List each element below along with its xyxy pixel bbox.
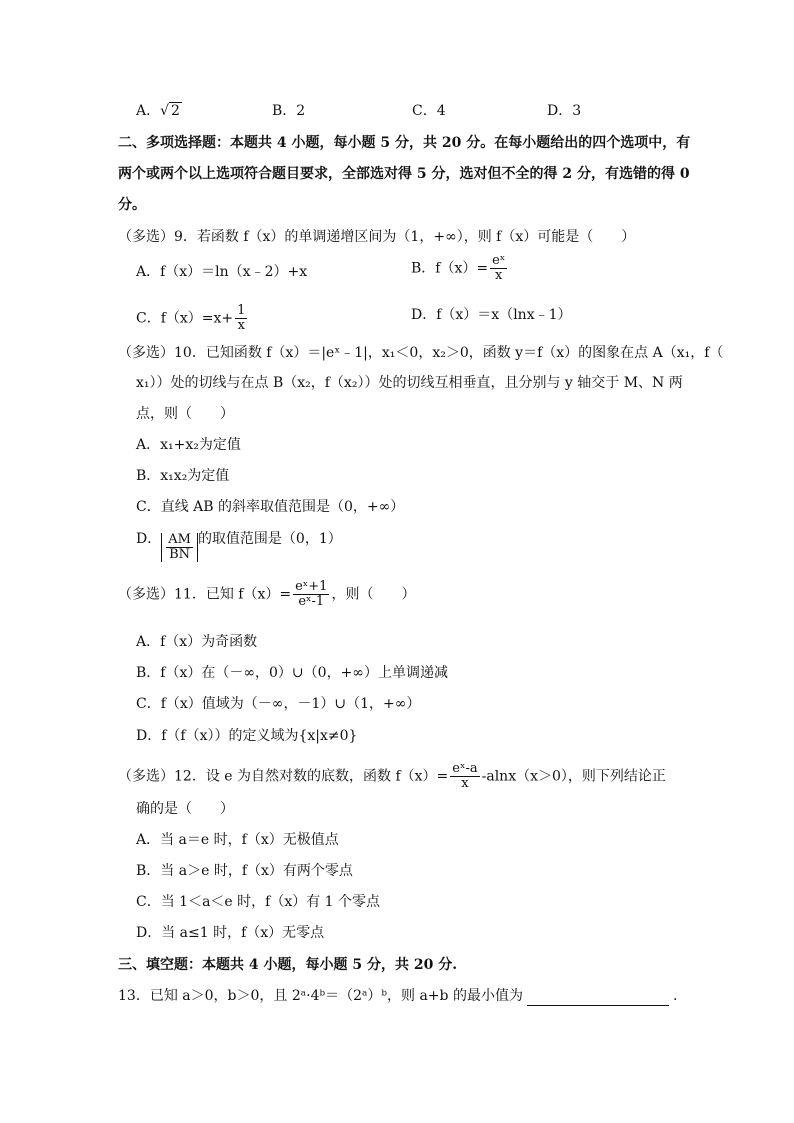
q9-option-c-fraction (235, 304, 247, 333)
q9-c-numerator: 1 (237, 303, 246, 318)
section2-line3: 分。 (118, 197, 146, 213)
q9-option-b-fraction (490, 254, 507, 283)
q11-stem (118, 580, 415, 609)
q13-suffix: . (672, 988, 678, 1004)
q9-c-denominator: x (237, 318, 245, 333)
q11-prefix: （多选）11．已知 f（x）= (118, 586, 292, 603)
q9-b-numerator: eˣ (492, 253, 506, 268)
q12-numerator: eˣ-a (452, 761, 478, 776)
q11-numerator: eˣ+1 (295, 579, 328, 594)
q12-option-b: B．当 a＞e 时，f（x）有两个零点 (136, 863, 353, 879)
q10-stem-line2: x₁））处的切线与在点 B（x₂，f（x₂））处的切线互相垂直，且分别与 y 轴交于 M、N 两 (136, 375, 683, 391)
q8-option-a (136, 101, 182, 121)
q13-stem (118, 986, 677, 1006)
q9-option-a: A．f（x）＝ln（x﹣2）+x (136, 264, 308, 280)
q9-stem: （多选）9．若函数 f（x）的单调递增区间为（1，+∞），则 f（x）可能是（ ） (118, 229, 636, 245)
section2-title: 二、多项选择题：本题共 4 小题，每小题 5 分，共 20 分。在每小题给出的四个选项中，有 (118, 135, 691, 151)
q10-d-fraction (166, 533, 193, 562)
q8-option-c: C．4 (412, 103, 446, 119)
q8-option-b: B．2 (272, 103, 306, 119)
q12-prefix: （多选）12．设 e 为自然对数的底数，函数 f（x）= (118, 768, 449, 785)
q11-option-b: B．f（x）在（－∞，0）∪（0，+∞）上单调递减 (136, 665, 448, 681)
sqrt-symbol: √ (160, 103, 170, 119)
q11-option-c: C．f（x）值域为（－∞，－1）∪（1，+∞） (136, 696, 421, 712)
q12-fraction (450, 762, 479, 791)
q10-option-d-suffix: 的取值范围是（0，1） (197, 531, 342, 547)
q8-option-a-label: A． (136, 103, 161, 119)
q10-d-abs-ratio (161, 533, 198, 562)
q8-option-a-radicand: 2 (171, 103, 180, 119)
q13-prefix: 13．已知 a＞0，b＞0，且 2ᵃ·4ᵇ＝（2ᵃ）ᵇ，则 a+b 的最小值为 (118, 988, 523, 1004)
q12-stem (118, 762, 666, 791)
q10-stem-line1: （多选）10．已知函数 f（x）＝|eˣ﹣1|，x₁＜0，x₂＞0，函数 y＝f（x）的图象在点 A（x₁，f（ (118, 345, 724, 361)
q9-option-b-prefix: B．f（x）= (411, 260, 489, 277)
q11-option-a: A．f（x）为奇函数 (136, 634, 258, 650)
q10-option-d (136, 529, 342, 562)
q11-denominator: eˣ-1 (298, 594, 325, 609)
q12-stem-line2: 确的是（ ） (136, 801, 234, 817)
q10-d-denominator: BN (169, 547, 191, 562)
q10-option-c: C．直线 AB 的斜率取值范围是（0，+∞） (136, 499, 405, 515)
q9-option-c-prefix: C．f（x）=x+ (136, 310, 234, 327)
q10-option-a: A．x₁+x₂为定值 (136, 437, 241, 453)
q10-d-numerator: AM (168, 532, 191, 547)
section3-title: 三、填空题：本题共 4 小题，每小题 5 分，共 20 分. (118, 957, 458, 973)
q10-option-b: B．x₁x₂为定值 (136, 468, 230, 484)
q12-option-a: A．当 a＝e 时，f（x）无极值点 (136, 832, 339, 848)
q12-suffix: -alnx（x＞0），则下列结论正 (481, 768, 666, 785)
q9-option-c (136, 304, 249, 333)
answer-blank[interactable] (527, 991, 669, 1006)
q11-suffix: ，则（ ） (331, 586, 416, 603)
q8-option-d: D．3 (547, 103, 582, 119)
q9-option-b (411, 254, 509, 283)
q12-option-c: C．当 1＜a＜e 时，f（x）有 1 个零点 (136, 894, 381, 910)
section2-line2: 两个或两个以上选项符合题目要求，全部选对得 5 分，选对但不全的得 2 分，有选错的得 0 (118, 166, 690, 182)
q10-option-d-prefix: D． (136, 531, 162, 547)
q11-option-d: D．f（f（x））的定义域为{x|x≠0} (136, 728, 358, 744)
q12-denominator: x (461, 776, 469, 791)
q12-option-d: D．当 a≤1 时，f（x）无零点 (136, 925, 325, 941)
q9-option-d: D．f（x）＝x（lnx﹣1） (411, 307, 572, 323)
q10-stem-line3: 点，则（ ） (136, 406, 234, 422)
q9-b-denominator: x (495, 268, 503, 283)
q11-fraction (293, 580, 329, 609)
